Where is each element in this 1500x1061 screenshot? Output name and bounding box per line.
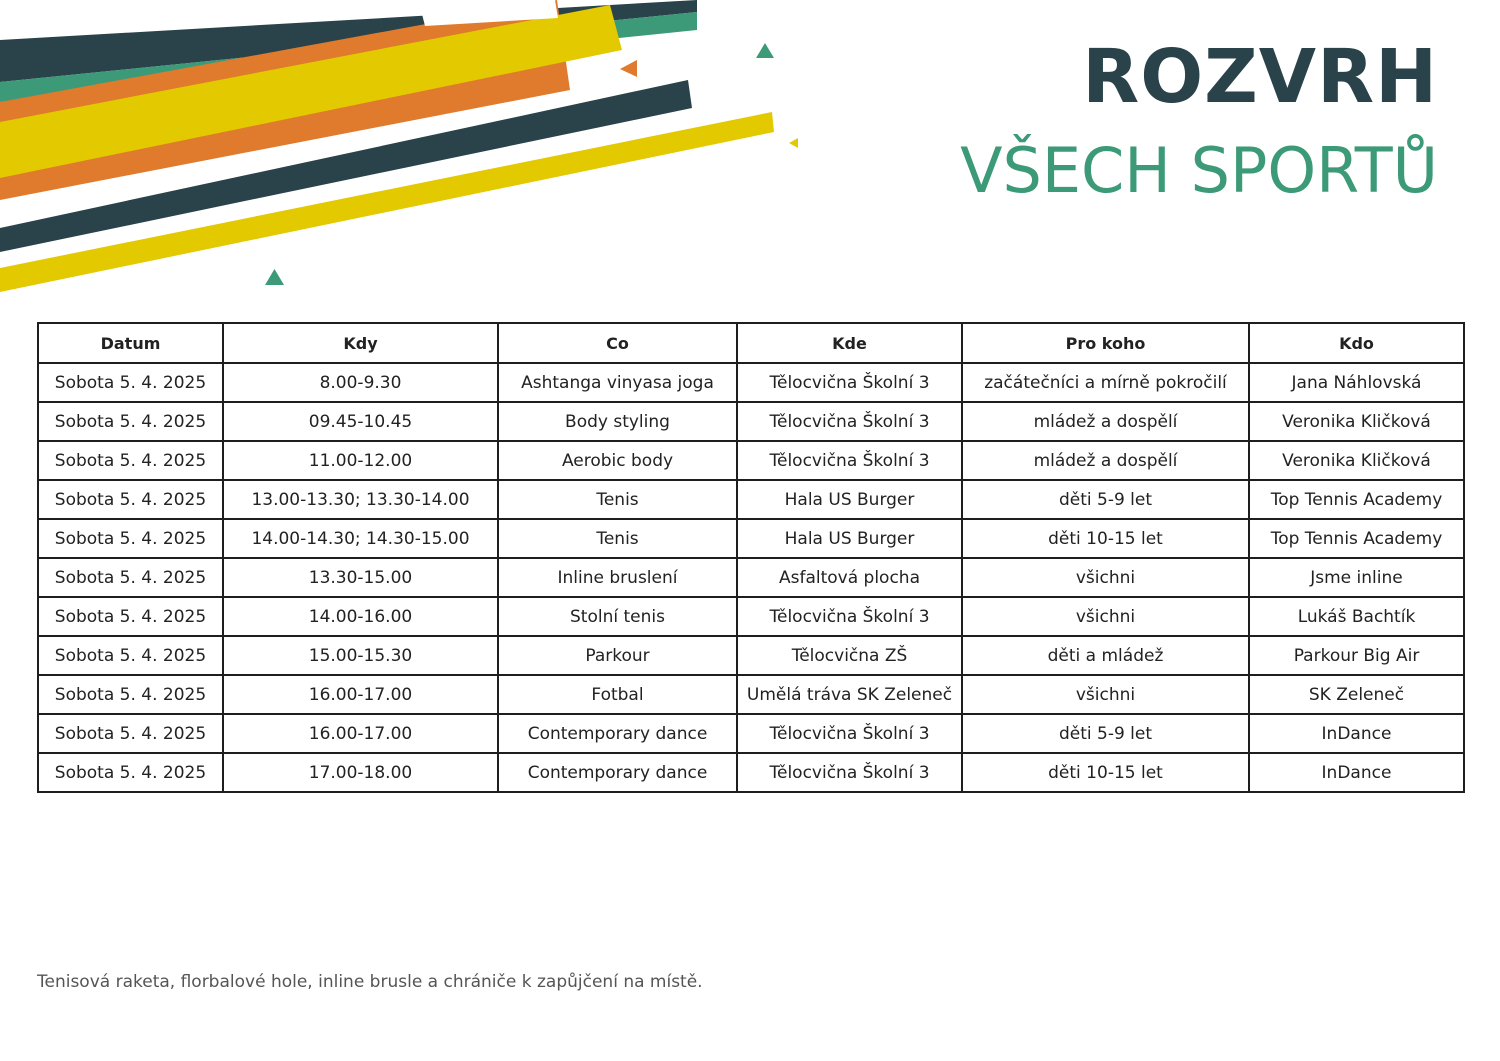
cell-kdy: 14.00-14.30; 14.30-15.00	[223, 519, 498, 558]
page-subtitle: VŠECH SPORTŮ	[960, 134, 1438, 207]
cell-kde: Hala US Burger	[737, 480, 962, 519]
table-row	[38, 363, 1464, 402]
triangle-green-top	[756, 43, 774, 58]
cell-pro-koho: mládež a dospělí	[962, 402, 1249, 441]
cell-datum: Sobota 5. 4. 2025	[38, 714, 223, 753]
column-pro-koho-header: Pro koho	[962, 323, 1249, 363]
cell-pro-koho: mládež a dospělí	[962, 441, 1249, 480]
cell-kde: Tělocvična Školní 3	[737, 714, 962, 753]
cell-kdy: 11.00-12.00	[223, 441, 498, 480]
table-row	[38, 597, 1464, 636]
cell-kdy: 13.30-15.00	[223, 558, 498, 597]
cell-kdy: 16.00-17.00	[223, 714, 498, 753]
table-row	[38, 402, 1464, 441]
cell-pro-koho: děti 10-15 let	[962, 753, 1249, 792]
cell-kdy: 15.00-15.30	[223, 636, 498, 675]
cell-kde: Hala US Burger	[737, 519, 962, 558]
triangle-yellow-small	[789, 138, 798, 148]
column-datum-header: Datum	[38, 323, 223, 363]
cell-kdo: Top Tennis Academy	[1249, 519, 1464, 558]
cell-co: Inline bruslení	[498, 558, 737, 597]
cell-kdo: Jana Náhlovská	[1249, 363, 1464, 402]
cell-kde: Tělocvična Školní 3	[737, 597, 962, 636]
cell-co: Tenis	[498, 519, 737, 558]
cell-datum: Sobota 5. 4. 2025	[38, 636, 223, 675]
cell-kdy: 8.00-9.30	[223, 363, 498, 402]
cell-datum: Sobota 5. 4. 2025	[38, 519, 223, 558]
cell-co: Fotbal	[498, 675, 737, 714]
column-kdy-header: Kdy	[223, 323, 498, 363]
cell-datum: Sobota 5. 4. 2025	[38, 363, 223, 402]
cell-pro-koho: začátečníci a mírně pokročilí	[962, 363, 1249, 402]
table-row	[38, 441, 1464, 480]
cell-kde: Umělá tráva SK Zeleneč	[737, 675, 962, 714]
cell-pro-koho: děti a mládež	[962, 636, 1249, 675]
table-row	[38, 519, 1464, 558]
cell-kdo: InDance	[1249, 714, 1464, 753]
cell-kdo: Veronika Kličková	[1249, 441, 1464, 480]
table-row	[38, 714, 1464, 753]
table-row	[38, 558, 1464, 597]
table-row	[38, 480, 1464, 519]
cell-kdo: Veronika Kličková	[1249, 402, 1464, 441]
cell-pro-koho: všichni	[962, 597, 1249, 636]
cell-co: Contemporary dance	[498, 714, 737, 753]
cell-datum: Sobota 5. 4. 2025	[38, 597, 223, 636]
cell-kdo: Top Tennis Academy	[1249, 480, 1464, 519]
triangle-green-bottom	[265, 269, 284, 285]
cell-kde: Tělocvična Školní 3	[737, 363, 962, 402]
cell-kdo: SK Zeleneč	[1249, 675, 1464, 714]
cell-pro-koho: všichni	[962, 558, 1249, 597]
cell-co: Contemporary dance	[498, 753, 737, 792]
cell-co: Ashtanga vinyasa joga	[498, 363, 737, 402]
cell-datum: Sobota 5. 4. 2025	[38, 753, 223, 792]
table-body	[38, 363, 1464, 792]
cell-kdo: InDance	[1249, 753, 1464, 792]
schedule-table	[37, 322, 1465, 793]
cell-kde: Tělocvična Školní 3	[737, 402, 962, 441]
column-co-header: Co	[498, 323, 737, 363]
cell-pro-koho: děti 10-15 let	[962, 519, 1249, 558]
footnote: Tenisová raketa, florbalové hole, inline brusle a chrániče k zapůjčení na místě.	[37, 972, 703, 992]
triangle-orange	[620, 60, 637, 77]
cell-datum: Sobota 5. 4. 2025	[38, 480, 223, 519]
cell-kdo: Lukáš Bachtík	[1249, 597, 1464, 636]
cell-pro-koho: děti 5-9 let	[962, 480, 1249, 519]
cell-datum: Sobota 5. 4. 2025	[38, 675, 223, 714]
cell-kdy: 16.00-17.00	[223, 675, 498, 714]
cell-co: Parkour	[498, 636, 737, 675]
cell-pro-koho: děti 5-9 let	[962, 714, 1249, 753]
cell-kde: Tělocvična Školní 3	[737, 753, 962, 792]
column-kde-header: Kde	[737, 323, 962, 363]
cell-kdy: 14.00-16.00	[223, 597, 498, 636]
column-kdo-header: Kdo	[1249, 323, 1464, 363]
cell-co: Tenis	[498, 480, 737, 519]
cell-datum: Sobota 5. 4. 2025	[38, 402, 223, 441]
cell-co: Aerobic body	[498, 441, 737, 480]
page-title: ROZVRH	[1082, 34, 1438, 120]
cell-pro-koho: všichni	[962, 675, 1249, 714]
table-row	[38, 675, 1464, 714]
cell-kdy: 13.00-13.30; 13.30-14.00	[223, 480, 498, 519]
table-row	[38, 753, 1464, 792]
table-row	[38, 636, 1464, 675]
table-header-row	[38, 323, 1464, 363]
cell-kdo: Jsme inline	[1249, 558, 1464, 597]
cell-kdy: 09.45-10.45	[223, 402, 498, 441]
cell-kdo: Parkour Big Air	[1249, 636, 1464, 675]
cell-kde: Tělocvična Školní 3	[737, 441, 962, 480]
cell-co: Body styling	[498, 402, 737, 441]
cell-datum: Sobota 5. 4. 2025	[38, 441, 223, 480]
cell-kde: Tělocvična ZŠ	[737, 636, 962, 675]
cell-co: Stolní tenis	[498, 597, 737, 636]
decorative-stripes	[0, 0, 820, 300]
cell-kdy: 17.00-18.00	[223, 753, 498, 792]
cell-kde: Asfaltová plocha	[737, 558, 962, 597]
cell-datum: Sobota 5. 4. 2025	[38, 558, 223, 597]
